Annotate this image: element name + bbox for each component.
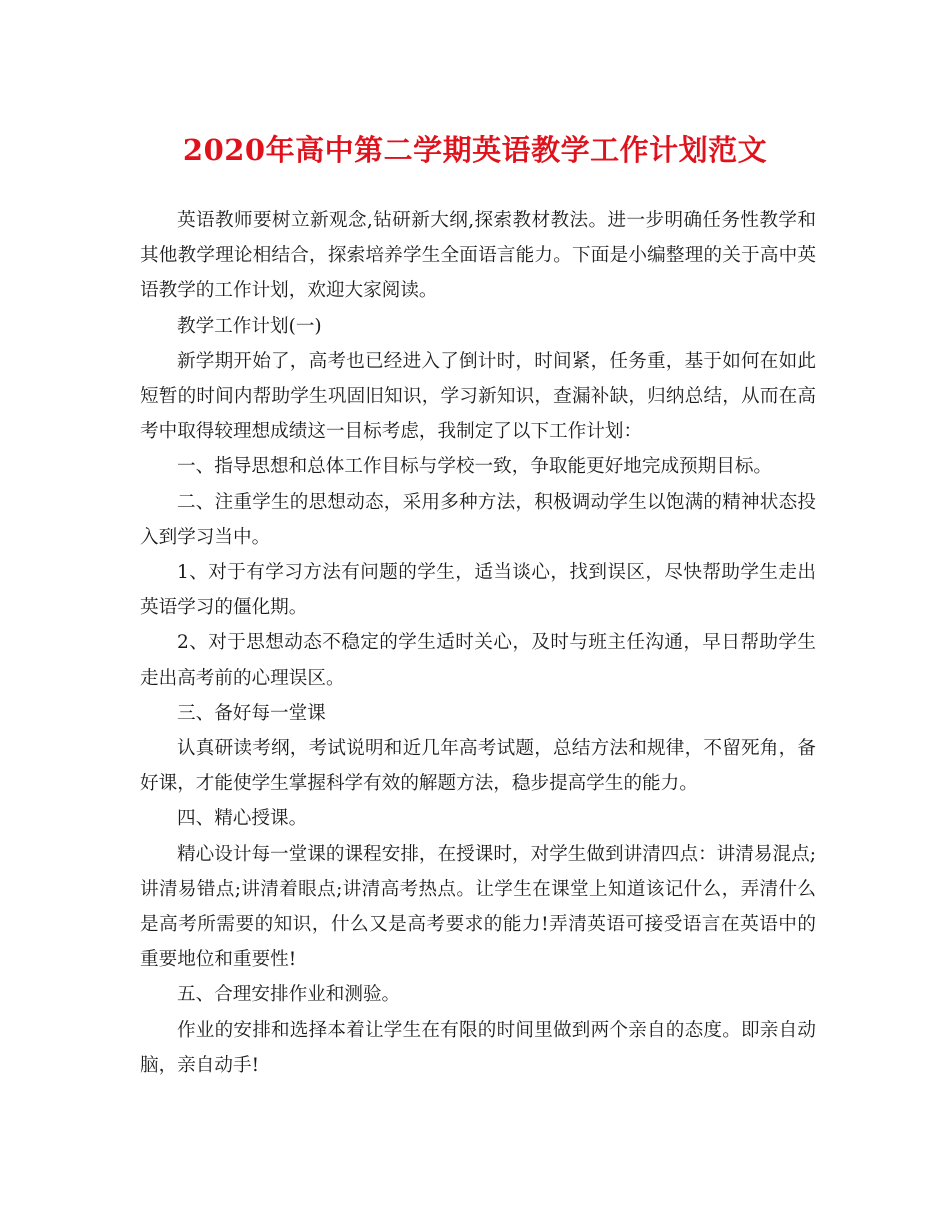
sub-item-unstable-students: 2、对于思想动态不稳定的学生适时关心，及时与班主任沟通，早日帮助学生走出高考前的心理误区。 [140,632,816,689]
list-item-student-mindset: 二、注重学生的思想动态，采用多种方法，积极调动学生以饱满的精神状态投入到学习当中。 [140,491,816,548]
section-heading-plan-one: 教学工作计划(一) [177,315,322,337]
body-paragraph: 作业的安排和选择本着让学生在有限的时间里做到两个亲自的态度。即亲自动脑，亲自动手! [140,1019,816,1076]
sub-item-learning-method: 1、对于有学习方法有问题的学生，适当谈心，找到误区，尽快帮助学生走出英语学习的僵化期。 [140,562,816,619]
body-paragraph: 新学期开始了，高考也已经进入了倒计时，时间紧，任务重，基于如何在如此短暂的时间内帮助学生巩固旧知识，学习新知识，查漏补缺，归纳总结，从而在高考中取得较理想成绩这一目标考虑，我制定了以下工作计划： [140,350,816,443]
body-paragraph: 精心设计每一堂课的课程安排，在授课时，对学生做到讲清四点：讲清易混点;讲清易错点;讲清着眼点;讲清高考热点。让学生在课堂上知道该记什么，弄清什么是高考所需要的知识，什么又是高考要求的能力!弄清英语可接受语言在英语中的重要地位和重要性! [140,843,816,971]
list-item-guiding-thought: 一、指导思想和总体工作目标与学校一致，争取能更好地完成预期目标。 [177,456,773,478]
list-item-homework-tests: 五、合理安排作业和测验。 [177,984,401,1006]
body-paragraph: 认真研读考纲，考试说明和近几年高考试题，总结方法和规律，不留死角，备好课，才能使学生掌握科学有效的解题方法，稳步提高学生的能力。 [140,738,816,795]
intro-paragraph: 英语教师要树立新观念,钻研新大纲,探索教材教法。进一步明确任务性教学和其他教学理论相结合，探索培养学生全面语言能力。下面是小编整理的关于高中英语教学的工作计划，欢迎大家阅读。 [140,210,816,302]
list-item-prepare-lessons: 三、备好每一堂课 [177,702,326,724]
document-body [140,203,816,1083]
list-item-careful-teaching: 四、精心授课。 [177,808,308,830]
document-title: 2020年高中第二学期英语教学工作计划范文 [182,133,768,167]
